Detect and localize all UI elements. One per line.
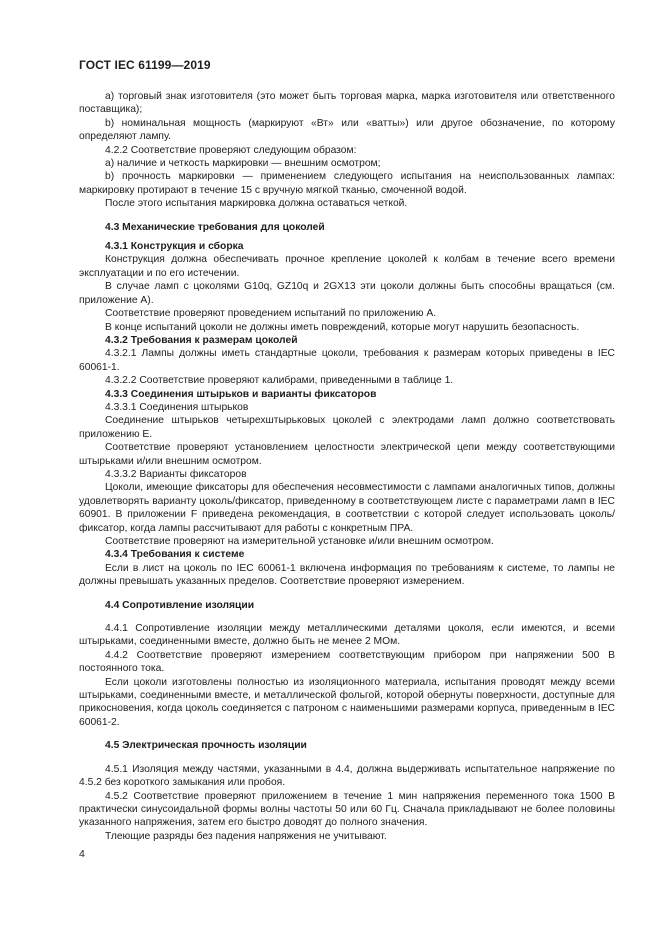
paragraph: Если цоколи изготовлены полностью из изоляционного материала, испытания проводят между всеми штырьками, соединенными вместе, и металлической фольгой, которой обернуты поверхности, доступные для прикосновения, когда цоколь соединяется с патроном с наименьшими размерами корпуса, приведенным в IEC 60061-2. xyxy=(79,676,615,728)
section-heading: 4.3.2 Требования к размерам цоколей xyxy=(105,334,298,346)
spacer xyxy=(79,211,615,221)
paragraph: В конце испытаний цоколи не должны иметь повреждений, которые могут нарушить безопасность. xyxy=(105,321,580,333)
section-heading: 4.3.4 Требования к системе xyxy=(105,549,245,561)
paragraph: 4.2.2 Соответствие проверяют следующим образом: xyxy=(105,144,357,156)
paragraph: a) торговый знак изготовителя (это может быть торговая марка, марка изготовителя или ответственного поставщика); xyxy=(79,91,615,116)
spacer xyxy=(79,753,615,763)
section-heading: 4.3.1 Конструкция и сборка xyxy=(105,241,244,253)
section-heading: 4.4 Сопротивление изоляции xyxy=(105,599,255,611)
paragraph: После этого испытания маркировка должна оставаться четкой. xyxy=(105,198,408,210)
paragraph: Конструкция должна обеспечивать прочное крепление цоколей к колбам в течение всего времени эксплуатации и по его истечении. xyxy=(79,254,615,279)
section-heading: 4.3.3 Соединения штырьков и варианты фиксаторов xyxy=(105,388,377,400)
paragraph: 4.3.2.1 Лампы должны иметь стандартные цоколи, требования к размерам которых приведены в IEC 60061-1. xyxy=(79,348,615,373)
paragraph: Соответствие проверяют проведением испытаний по приложению А. xyxy=(105,308,437,320)
spacer xyxy=(79,612,615,622)
paragraph: a) наличие и четкость маркировки — внешним осмотром; xyxy=(105,158,381,170)
paragraph: 4.5.2 Соответствие проверяют приложением в течение 1 мин напряжения переменного тока 1500 В практически синусоидальной формы волны частоты 50 или 60 Гц. Сначала прикладывают не более половины указанного напряжения, затем его быстро доводят до полного значения. xyxy=(79,790,615,829)
page-number: 4 xyxy=(79,848,85,860)
spacer xyxy=(79,589,615,599)
paragraph: 4.4.1 Сопротивление изоляции между металлическими деталями цоколя, если имеются, и всеми штырьками, соединенными вместе, должно быть не менее 2 МОм. xyxy=(79,623,615,648)
paragraph: 4.4.2 Соответствие проверяют измерением соответствующим прибором при напряжении 500 В постоянного тока. xyxy=(79,649,615,675)
section-heading: 4.3 Механические требования для цоколей xyxy=(105,221,325,233)
paragraph: Соединение штырьков четырехштырьковых цоколей с электродами ламп должно соответствовать приложению Е. xyxy=(79,415,615,440)
paragraph: 4.3.3.2 Варианты фиксаторов xyxy=(105,468,247,480)
paragraph: 4.3.3.1 Соединения штырьков xyxy=(105,401,249,413)
paragraph: В случае ламп с цоколями G10q, GZ10q и 2GX13 эти цоколи должны быть способны вращаться (см. приложение А). xyxy=(79,281,615,306)
paragraph: b) номинальная мощность (маркируют «Вт» или «ватты») или другое обозначение, по которому определяют лампу. xyxy=(79,117,615,143)
paragraph: 4.3.2.2 Соответствие проверяют калибрами, приведенными в таблице 1. xyxy=(105,375,454,387)
paragraph: Тлеющие разряды без падения напряжения не учитывают. xyxy=(105,830,387,842)
spacer xyxy=(79,729,615,739)
paragraph: Если в лист на цоколь по IEC 60061-1 включена информация по требованиям к системе, то лампы не должны превышать указанных пределов. Соответствие проверяют измерением. xyxy=(79,562,615,588)
document-body xyxy=(79,90,615,843)
paragraph: b) прочность маркировки — применением следующего испытания на неиспользованных лампах: маркировку протирают в течение 15 с вручную мягкой тканью, смоченной водой. xyxy=(79,171,615,196)
paragraph: 4.5.1 Изоляция между частями, указанными в 4.4, должна выдерживать испытательное напряжение по 4.5.2 без короткого замыкания или пробоя. xyxy=(79,763,615,789)
section-heading: 4.5 Электрическая прочность изоляции xyxy=(105,740,307,752)
paragraph: Соответствие проверяют на измерительной установке и/или внешним осмотром. xyxy=(105,536,494,547)
document-header: ГОСТ IEC 61199—2019 xyxy=(79,58,211,72)
paragraph: Соответствие проверяют установлением целостности электрической цепи между соответствующими штырьками и/или внешним осмотром. xyxy=(79,442,615,467)
paragraph: Цоколи, имеющие фиксаторы для обеспечения несовместимости с лампами аналогичных типов, должны удовлетворять варианту цоколь/фиксатор, приведенному в соответствующем листе с параметрами ламп в IEC 60901. В приложении F приведена рекомендация, в соответствии с которой следует использовать цоколь/фиксатор, когда лампы рассчитывают для работы с конкретным ПРА. xyxy=(79,482,615,534)
